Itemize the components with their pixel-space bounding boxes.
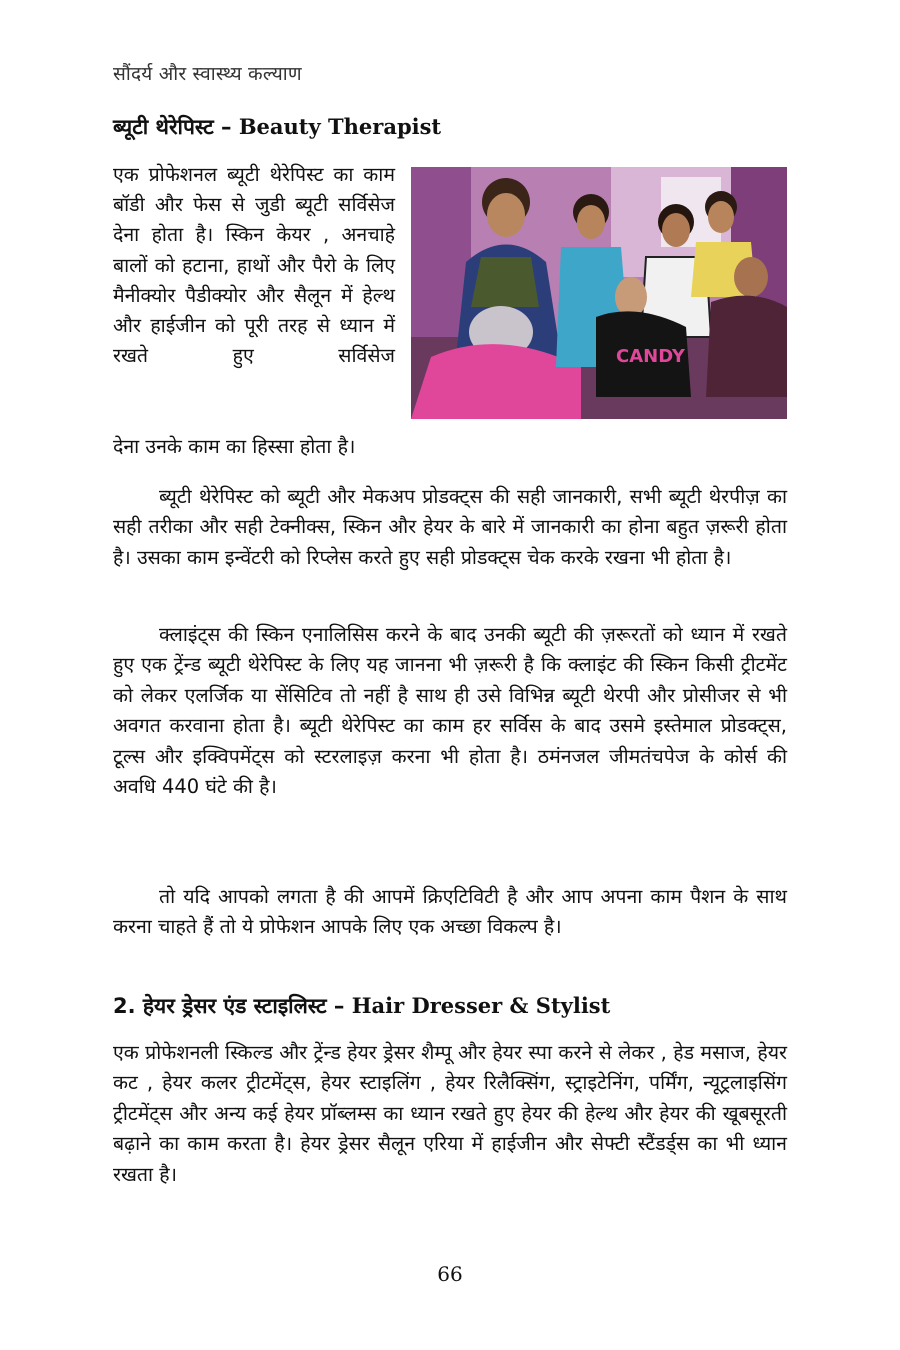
beauty-salon-photo bbox=[411, 167, 787, 419]
paragraph-creativity: तो यदि आपको लगता है की आपमें क्रिएटिविटी है और आप अपना काम पैशन के साथ करना चाहते हैं तो ये प्रोफेशन आपके लिए एक अच्छा विकल्प है। bbox=[113, 885, 787, 939]
paragraph-hair-dresser: एक प्रोफेशनली स्किल्ड और ट्रेंन्ड हेयर ड्रेसर शैम्पू और हेयर स्पा करने से लेकर , हेड मसाज, हेयर कट , हेयर कलर ट्रीटमेंट्स, हेयर स्टाइलिंग , हेयर रिलैक्सिंग, स्ट्राइटेनिंग, पर्मिंग, न्यूट्रलाइसिंग ट्रीटमेंट्स और अन्य कई हेयर प्रॉब्लम्स का ध्यान रखते हुए हेयर की हेल्थ और हेयर की खूबसूरती बढ़ाने का काम करता है। हेयर ड्रेसर सैलून एरिया में हाईजीन और सेफ्टी स्टैंडर्ड्स का भी ध्यान रखता है। bbox=[113, 1041, 787, 1186]
paragraph-skin-analysis: क्लाइंट्स की स्किन एनालिसिस करने के बाद उनकी ब्यूटी की ज़रूरतों को ध्यान में रखते हुए एक ट्रेंन्ड ब्यूटी थेरेपिस्ट के लिए यह जानना भी ज़रूरी है कि क्लाइंट की स्किन किसी ट्रीटमेंट को लेकर एलर्जिक या सेंसिटिव तो नहीं है साथ ही उसे विभिन्न ब्यूटी थेरपी और प्रोसीजर से भी अवगत करवाना होता है। ब्यूटी थेरेपिस्ट का काम हर सर्विस के बाद उसमे इस्तेमाल प्रोडक्ट्स, टूल्स और इक्विपमेंट्स को स्टरलाइज़ करना भी होता है। ठमंनजल जीमतंचपेज के कोर्स की अवधि 440 घंटे की है। bbox=[113, 623, 787, 799]
section-title-english: Hair Dresser & Stylist bbox=[351, 993, 611, 1018]
intro-paragraph-tail: देना उनके काम का हिस्सा होता है। bbox=[113, 435, 356, 458]
paragraph-product-knowledge: ब्यूटी थेरेपिस्ट को ब्यूटी और मेकअप प्रोडक्ट्स की सही जानकारी, सभी ब्यूटी थेरपीज़ का सही तरीका और सही टेक्नीक्स, स्किन और हेयर के बारे में जानकारी का होना बहुत ज़रूरी होता है। उसका काम इन्वेंटरी को रिप्लेस करते हुए सही प्रोडक्ट्स चेक करके रखना भी होता है। bbox=[113, 485, 787, 569]
svg-text:CANDY: CANDY bbox=[616, 346, 685, 367]
section-title-hindi: ब्यूटी थेरेपिस्ट bbox=[113, 115, 214, 139]
intro-paragraph: एक प्रोफेशनल ब्यूटी थेरेपिस्ट का काम बॉडी और फेस से जुडी ब्यूटी सर्विसेज देना होता है। स्किन केयर , अनचाहे बालों को हटाना, हाथों और पैरो के लिए मैनीक्योर पैडीक्योर और सैलून में हेल्थ और हाईजीन को पूरी तरह से ध्यान में रखते हुए सर्विसेज bbox=[113, 163, 395, 368]
section-title-beauty-therapist bbox=[113, 113, 441, 141]
salon-illustration bbox=[411, 167, 787, 419]
running-head: सौंदर्य और स्वास्थ्य कल्याण bbox=[113, 63, 302, 85]
section-title-english: Beauty Therapist bbox=[238, 114, 442, 139]
title-separator: – bbox=[221, 115, 232, 139]
section-title-hair-dresser bbox=[113, 992, 610, 1020]
title-separator: – bbox=[333, 994, 345, 1018]
page-number: 66 bbox=[437, 1262, 463, 1286]
section-title-hindi: 2. हेयर ड्रेसर एंड स्टाइलिस्ट bbox=[113, 994, 327, 1018]
